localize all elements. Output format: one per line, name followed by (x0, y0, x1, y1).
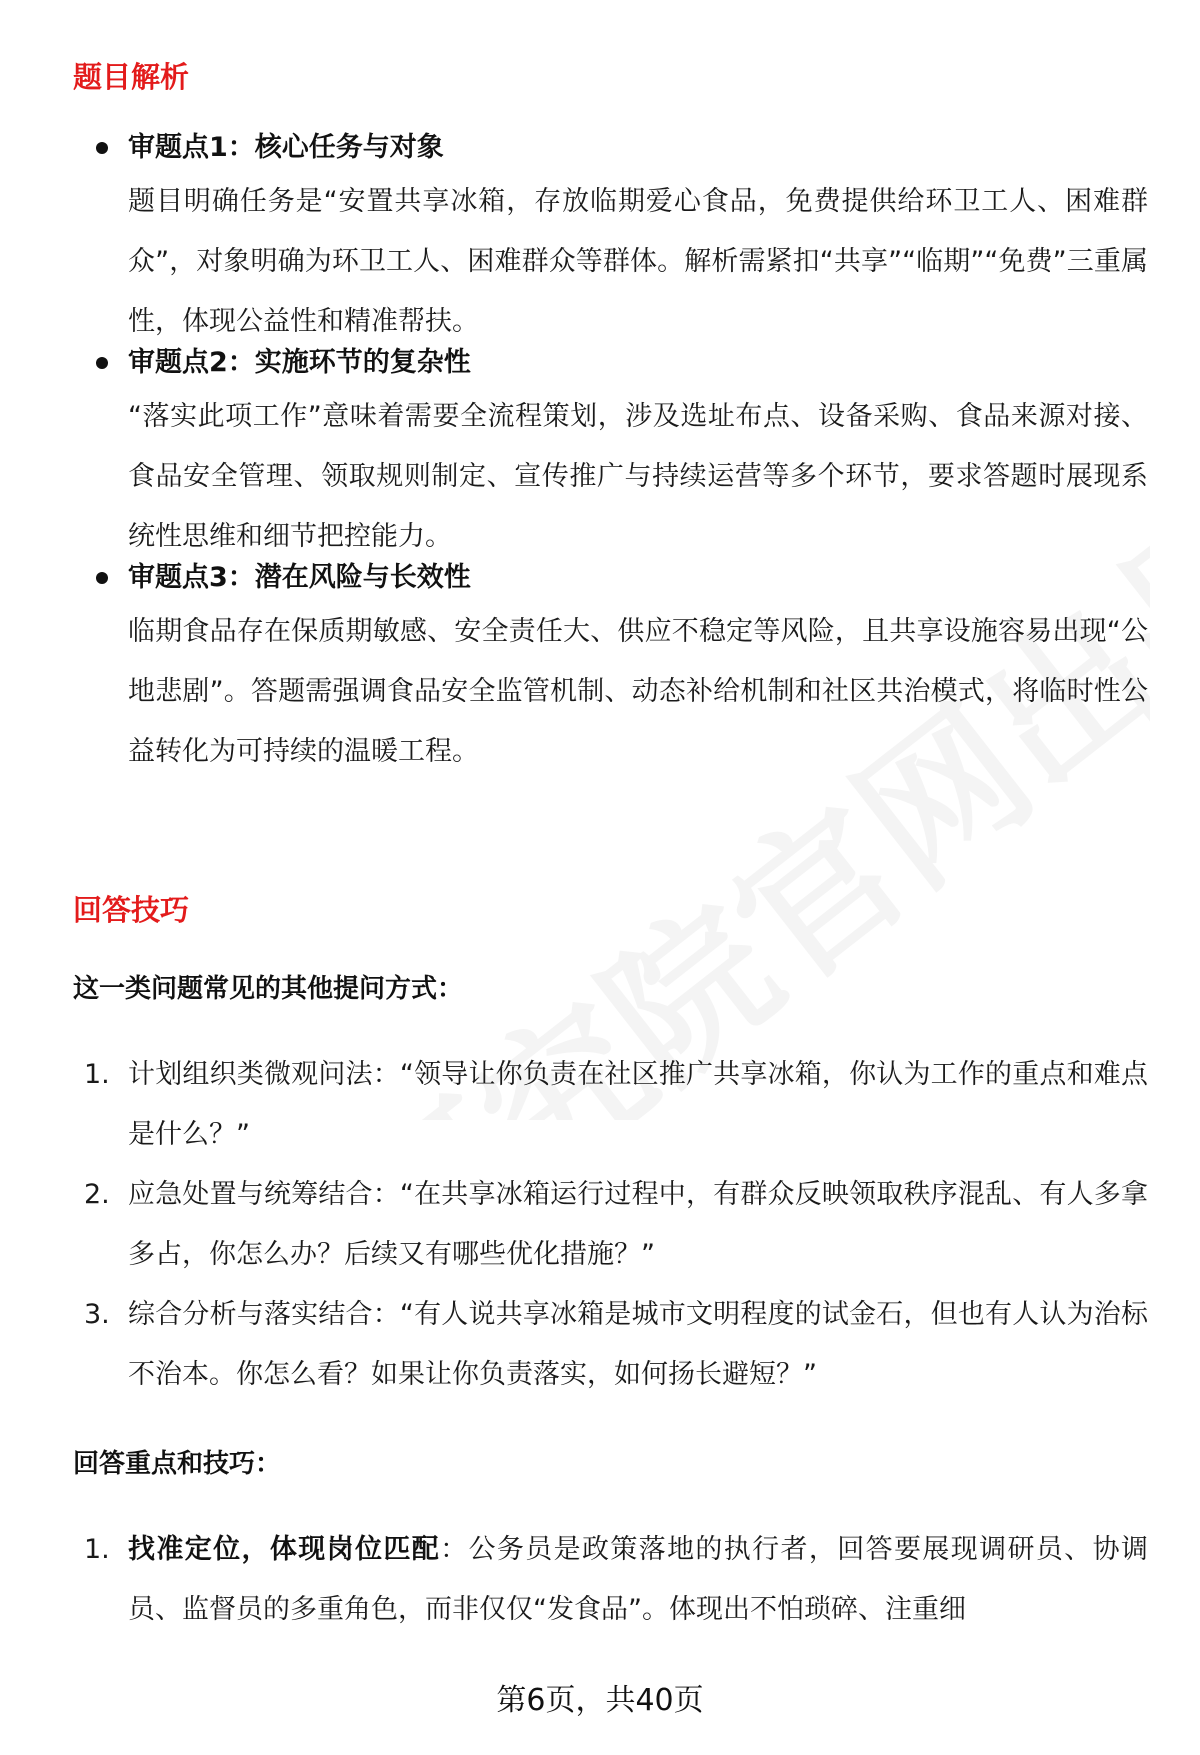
key-point-title: 找准定位，体现岗位匹配 (128, 1534, 441, 1565)
list-item (84, 1165, 1148, 1285)
point-heading-text: 审题点1：核心任务与对象 (128, 132, 444, 163)
other-questions-heading: 这一类问题常见的其他提问方式： (73, 974, 464, 1004)
list-item (84, 1285, 1148, 1405)
point-heading (128, 128, 1148, 168)
section-title-analysis: 题目解析 (73, 60, 190, 94)
point-heading-text: 审题点2：实施环节的复杂性 (128, 347, 471, 378)
point-heading-text: 审题点3：潜在风险与长效性 (128, 562, 471, 593)
bullet-icon (96, 357, 108, 369)
analysis-point-3 (128, 558, 1148, 782)
point-heading (128, 558, 1148, 598)
list-number: 2. (84, 1179, 110, 1210)
list-item (84, 1045, 1148, 1165)
list-item-text (128, 1520, 1148, 1640)
bullet-icon (96, 142, 108, 154)
list-number: 3. (84, 1299, 110, 1330)
point-body: “落实此项工作”意味着需要全流程策划，涉及选址布点、设备采购、食品来源对接、食品安全管理、领取规则制定、宣传推广与持续运营等多个环节，要求答题时展现系统性思维和细节把控能力。 (128, 401, 1148, 552)
page-number: 第6页，共40页 (496, 1683, 704, 1718)
list-item-text: 综合分析与落实结合：“有人说共享冰箱是城市文明程度的试金石，但也有人认为治标不治本。你怎么看？如果让你负责落实，如何扬长避短？” (128, 1299, 1148, 1390)
section-title-skills: 回答技巧 (73, 893, 190, 927)
key-point-body: ：公务员是政策落地的执行者，回答要展现调研员、协调员、监督员的多重角色，而非仅仅“发食品”。体现出不怕琐碎、注重细 (128, 1534, 1149, 1625)
list-number: 1. (84, 1059, 110, 1090)
key-points-list (84, 1520, 1149, 1640)
key-points-heading: 回答重点和技巧： (73, 1449, 282, 1479)
bullet-icon (96, 572, 108, 584)
list-number: 1. (84, 1534, 110, 1565)
list-item-text: 应急处置与统筹结合：“在共享冰箱运行过程中，有群众反映领取秩序混乱、有人多拿多占，你怎么办？后续又有哪些优化措施？” (128, 1179, 1148, 1270)
list-item-text: 计划组织类微观问法：“领导让你负责在社区推广共享冰箱，你认为工作的重点和难点是什么？” (128, 1059, 1148, 1150)
point-body: 临期食品存在保质期敏感、安全责任大、供应不稳定等风险，且共享设施容易出现“公地悲剧”。答题需强调食品安全监管机制、动态补给机制和社区共治模式，将临时性公益转化为可持续的温暖工程。 (128, 616, 1148, 767)
list-item (84, 1520, 1149, 1640)
point-body: 题目明确任务是“安置共享冰箱，存放临期爱心食品，免费提供给环卫工人、困难群众”，对象明确为环卫工人、困难群众等群体。解析需紧扣“共享”“临期”“免费”三重属性，体现公益性和精准帮扶。 (128, 186, 1148, 337)
other-questions-list (84, 1045, 1148, 1405)
point-heading (128, 343, 1148, 383)
analysis-point-1 (128, 128, 1148, 352)
analysis-point-2 (128, 343, 1148, 567)
